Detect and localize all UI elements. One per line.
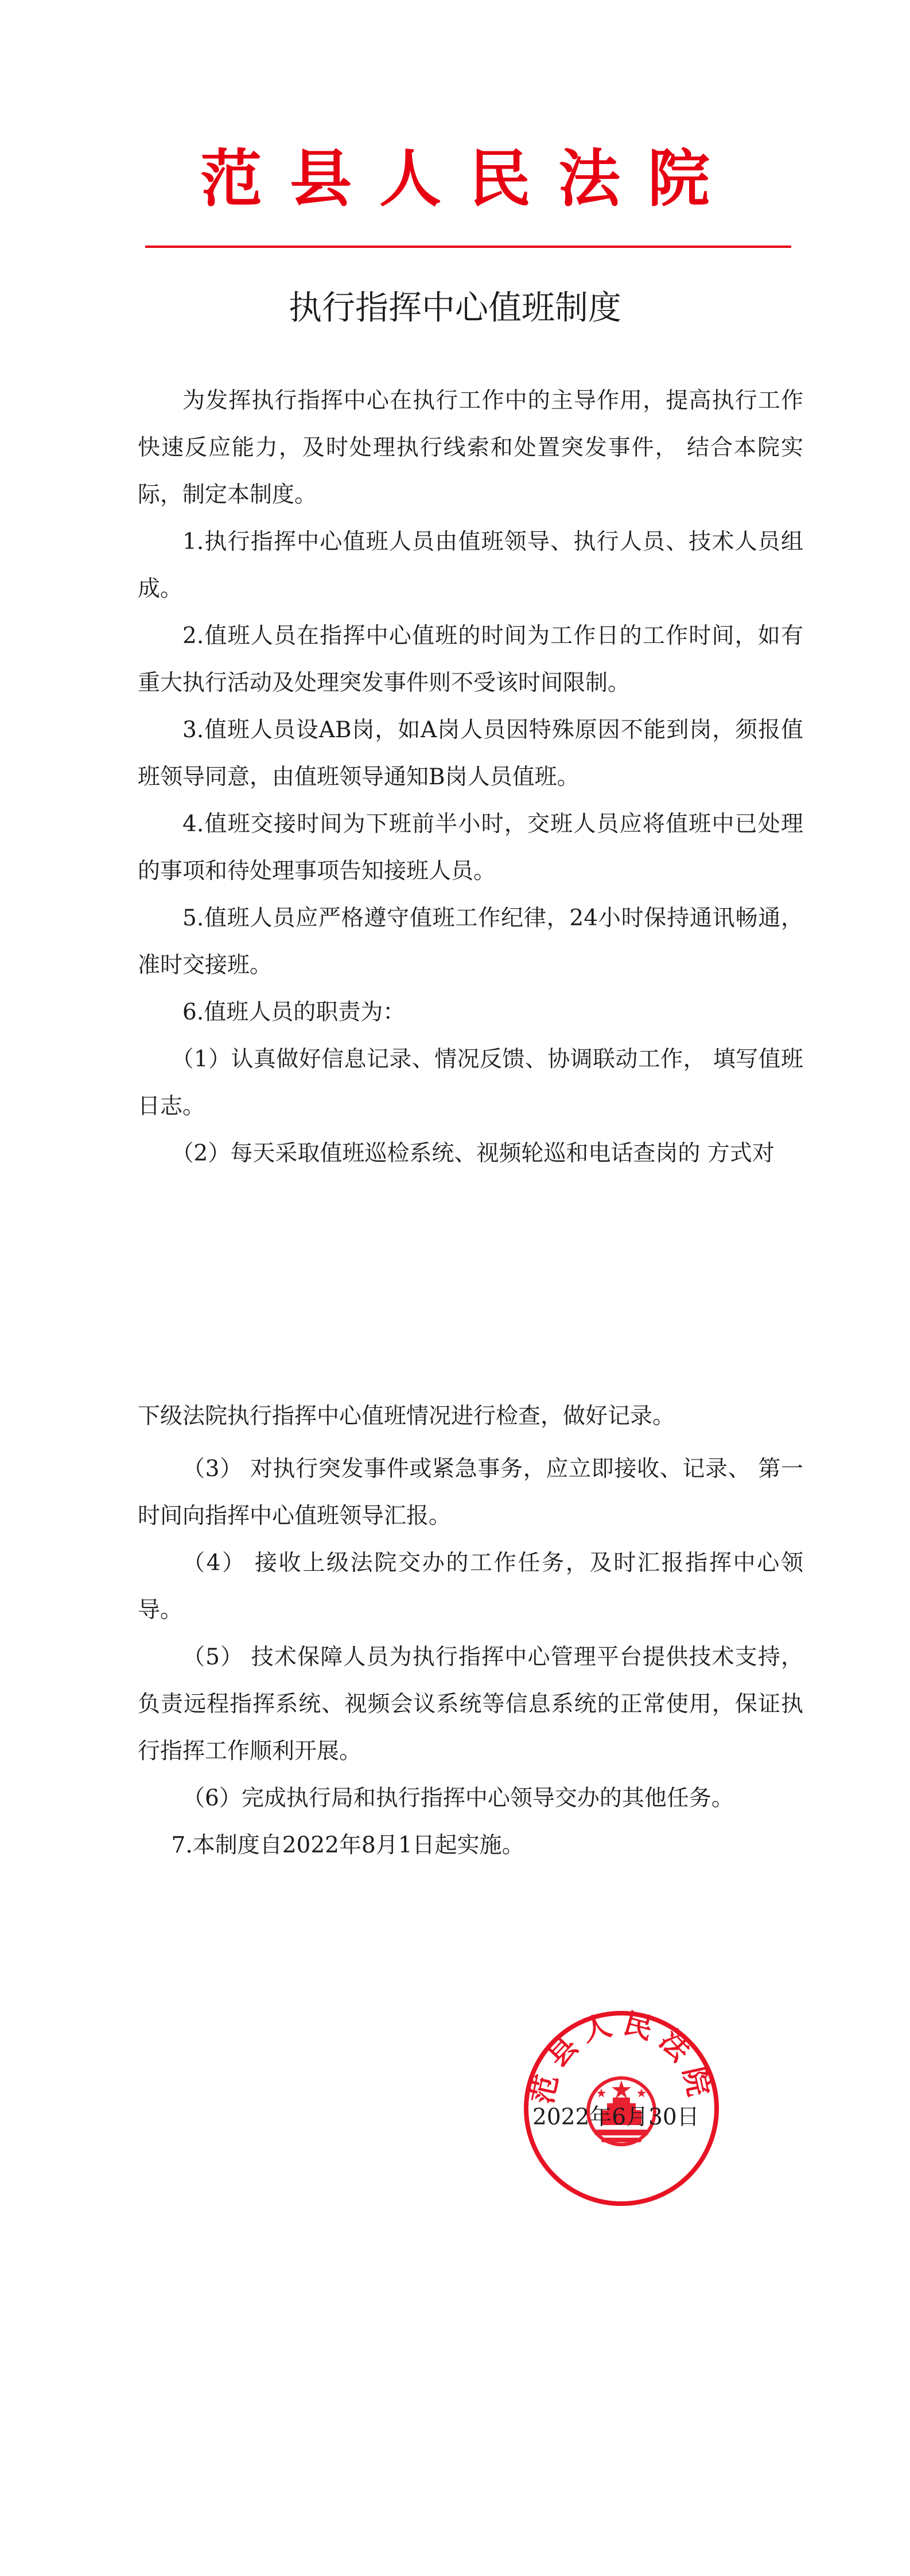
signature-date: 2022年6月30日 [532,2104,699,2130]
duty-2-start: （2）每天采取值班巡检系统、视频轮巡和电话查岗的 方式对 [171,1141,775,1166]
document-title: 执行指挥中心值班制度 [288,288,621,327]
item-2: 2.值班人员在指挥中心值班的时间为工作日的工作时间，如有重大执行活动及处理突发事件则不受该时间限制。 [138,623,803,696]
duty-2-continuation: 下级法院执行指挥中心值班情况进行检查，做好记录。 [138,1403,675,1429]
item-1: 1.执行指挥中心值班人员由值班领导、执行人员、技术人员组成。 [138,529,803,602]
intro-paragraph: 为发挥执行指挥中心在执行工作中的主导作用，提高执行工作快速反应能力，及时处理执行线索和处置突发事件， 结合本院实际，制定本制度。 [138,388,803,508]
duty-4: （4） 接收上级法院交办的工作任务，及时汇报指挥中心领导。 [138,1550,803,1623]
duty-1: （1）认真做好信息记录、情况反馈、协调联动工作， 填写值班日志。 [138,1046,803,1119]
duty-6: （6）完成执行局和执行指挥中心领导交办的其他任务。 [182,1785,734,1811]
header-divider [145,246,791,248]
body-section-2 [138,1393,803,1869]
item-5: 5.值班人员应严格遵守值班工作纪律，24小时保持通讯畅通，准时交接班。 [138,905,803,978]
item-6: 6.值班人员的职责为： [182,999,406,1025]
duty-5: （5） 技术保障人员为执行指挥中心管理平台提供技术支持，负责远程指挥系统、视频会议系统等信息系统的正常使用，保证执行指挥工作顺利开展。 [138,1644,803,1764]
item-3: 3.值班人员设AB岗，如A岗人员因特殊原因不能到岗，须报值班领导同意，由值班领导通知B岗人员值班。 [138,717,803,790]
seal-text: 范县人民法院 [524,2008,718,2107]
body-section-1 [138,378,803,1177]
item-4: 4.值班交接时间为下班前半小时，交班人员应将值班中已处理的事项和待处理事项告知接班人员。 [138,811,803,884]
duty-3: （3） 对执行突发事件或紧急事务，应立即接收、记录、 第一时间向指挥中心值班领导汇报。 [138,1456,803,1529]
item-7: 7.本制度自2022年8月1日起实施。 [171,1832,524,1858]
court-name-header: 范县人民法院 [200,143,737,215]
